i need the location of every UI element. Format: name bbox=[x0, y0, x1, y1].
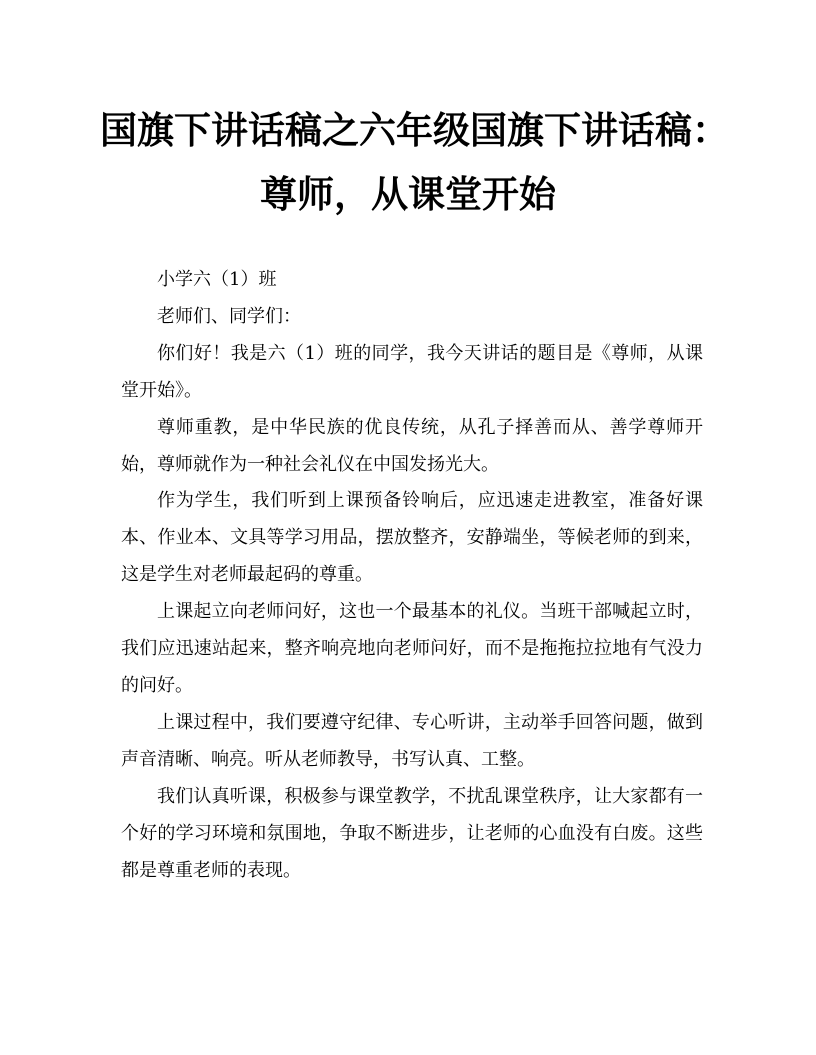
document-title-line-2: 尊师，从课堂开始 bbox=[260, 172, 556, 216]
class-name-paragraph: 小学六（1）班 bbox=[157, 269, 277, 290]
greeting-paragraph: 老师们、同学们： bbox=[157, 305, 301, 327]
greeting-etiquette-paragraph: 上课起立向老师问好，这也一个最基本的礼仪。当班干部喊起立时，我们应迅速站起来，整齐响亮地向老师问好，而不是拖拖拉拉地有气没力的问好。 bbox=[121, 601, 703, 696]
intro-paragraph: 你们好！我是六（1）班的同学，我今天讲话的题目是《尊师，从课堂开始》。 bbox=[121, 342, 703, 401]
participation-paragraph: 我们认真听课，积极参与课堂教学，不扰乱课堂秩序，让大家都有一个好的学习环境和氛围地，争取不断进步，让老师的心血没有白废。这些都是尊重老师的表现。 bbox=[121, 785, 703, 881]
document-title-line-1: 国旗下讲话稿之六年级国旗下讲话稿： bbox=[100, 108, 729, 152]
tradition-paragraph: 尊师重教，是中华民族的优良传统，从孔子择善而从、善学尊师开始，尊师就作为一种社会礼仪在中国发扬光大。 bbox=[121, 416, 703, 475]
class-discipline-paragraph: 上课过程中，我们要遵守纪律、专心听讲，主动举手回答问题，做到声音清晰、响亮。听从老师教导，书写认真、工整。 bbox=[121, 711, 703, 770]
preparation-paragraph: 作为学生，我们听到上课预备铃响后，应迅速走进教室，准备好课本、作业本、文具等学习用品，摆放整齐，安静端坐，等候老师的到来，这是学生对老师最起码的尊重。 bbox=[121, 490, 703, 586]
document-body bbox=[121, 262, 703, 889]
